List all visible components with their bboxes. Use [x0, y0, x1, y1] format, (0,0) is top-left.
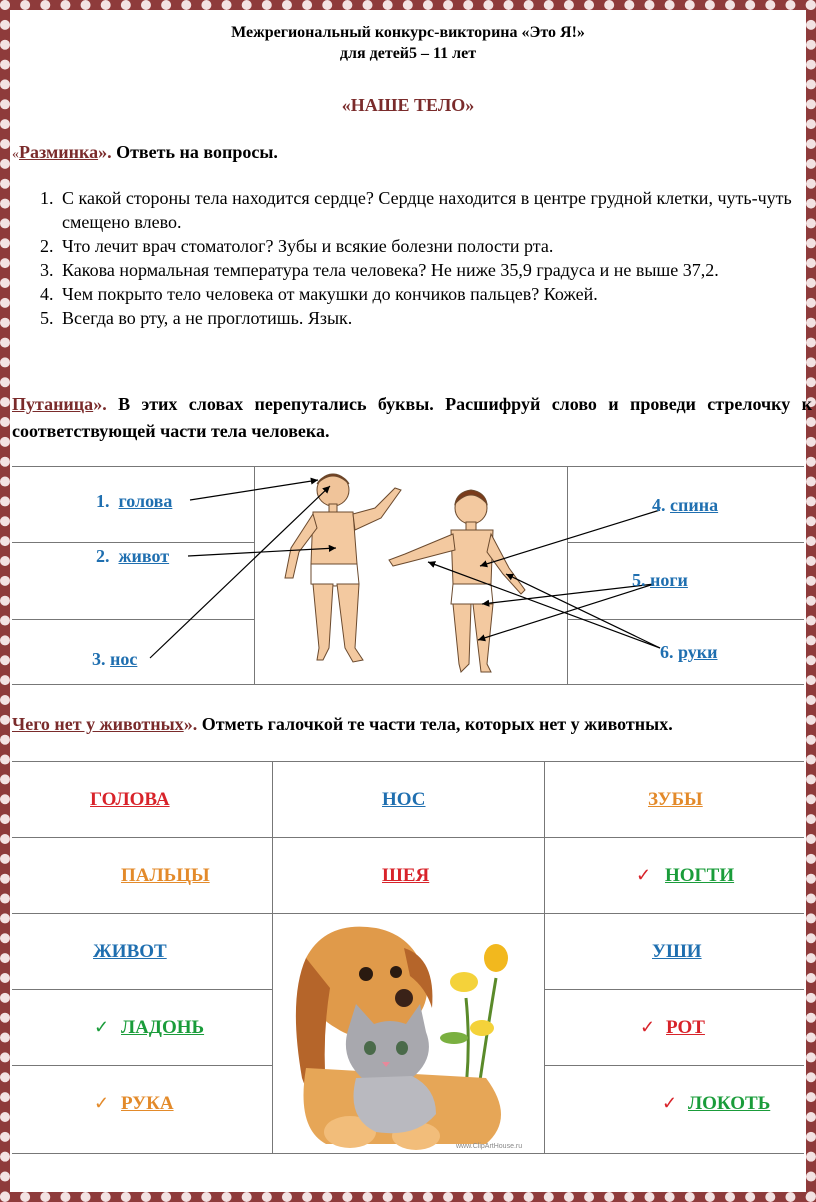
section3-instruction: Отметь галочкой те части тела, которых нет у животных.: [201, 714, 673, 734]
word-paltsy: ПАЛЬЦЫ: [121, 865, 210, 886]
section1-name: Разминка: [19, 142, 99, 162]
open-quote: «: [12, 147, 19, 162]
right-word-4: 4. спина: [652, 495, 719, 515]
checkmark-icon: ✓: [640, 1017, 656, 1037]
word-ladon: ЛАДОНЬ: [121, 1017, 205, 1038]
left-word-3: 3. нос: [92, 649, 138, 669]
section1-instruction: Ответь на вопросы.: [116, 142, 278, 162]
section3-heading: [12, 714, 673, 735]
section3-name: Чего нет у животных: [12, 714, 184, 734]
puppy-kitten-illustration: [286, 918, 542, 1152]
checkmark-icon: ✓: [94, 1017, 110, 1037]
checkmark-icon: ✓: [94, 1093, 110, 1113]
header-line1: Межрегиональный конкурс-викторина «Это Я!»: [231, 24, 585, 41]
question-item: 3. Какова нормальная температура тела человека? Не ниже 35,9 градуса и не выше 37,2.: [58, 258, 816, 282]
image-caption: www.ClipArtHouse.ru: [456, 1143, 523, 1150]
page-title: «НАШЕ ТЕЛО»: [341, 95, 475, 115]
word-golova: ГОЛОВА: [90, 789, 170, 810]
question-item: 5. Всегда во рту, а не проглотишь. Язык.: [58, 306, 816, 330]
word-ruka: РУКА: [121, 1093, 174, 1114]
left-word-2: 2. живот: [96, 546, 170, 566]
word-zhivot: ЖИВОТ: [93, 941, 167, 962]
close-quote: ».: [183, 714, 198, 734]
word-zuby: ЗУБЫ: [648, 789, 703, 810]
right-word-5: 5. ноги: [632, 570, 688, 590]
left-word-1: 1. голова: [96, 491, 173, 511]
word-nogti: НОГТИ: [665, 865, 735, 886]
header-line2: для детей5 – 11 лет: [339, 45, 477, 62]
word-ushi: УШИ: [652, 941, 702, 962]
question-item: 1. С какой стороны тела находится сердце? Сердце находится в центре грудной клетки, чуть-чуть смещено влево.: [58, 186, 816, 234]
word-sheya: ШЕЯ: [382, 865, 430, 886]
word-nos: НОС: [382, 789, 426, 810]
question-item: 4. Чем покрыто тело человека от макушки до кончиков пальцев? Кожей.: [58, 282, 816, 306]
right-word-6: 6. руки: [660, 642, 718, 662]
close-quote: ».: [93, 394, 107, 414]
section2-name: Путаница: [12, 394, 94, 414]
checkmark-icon: ✓: [636, 865, 652, 885]
section2-instruction: В этих словах перепутались буквы. Расшифруй слово и проведи стрелочку к соответствующей части тела человека.: [12, 394, 812, 441]
checkmark-icon: ✓: [662, 1093, 678, 1113]
close-quote: ».: [98, 142, 112, 162]
question-item: 2. Что лечит врач стоматолог? Зубы и всякие болезни полости рта.: [58, 234, 816, 258]
kitten-icon: [346, 1004, 436, 1133]
word-rot: РОТ: [666, 1017, 705, 1038]
word-lokot: ЛОКОТЬ: [688, 1093, 771, 1114]
